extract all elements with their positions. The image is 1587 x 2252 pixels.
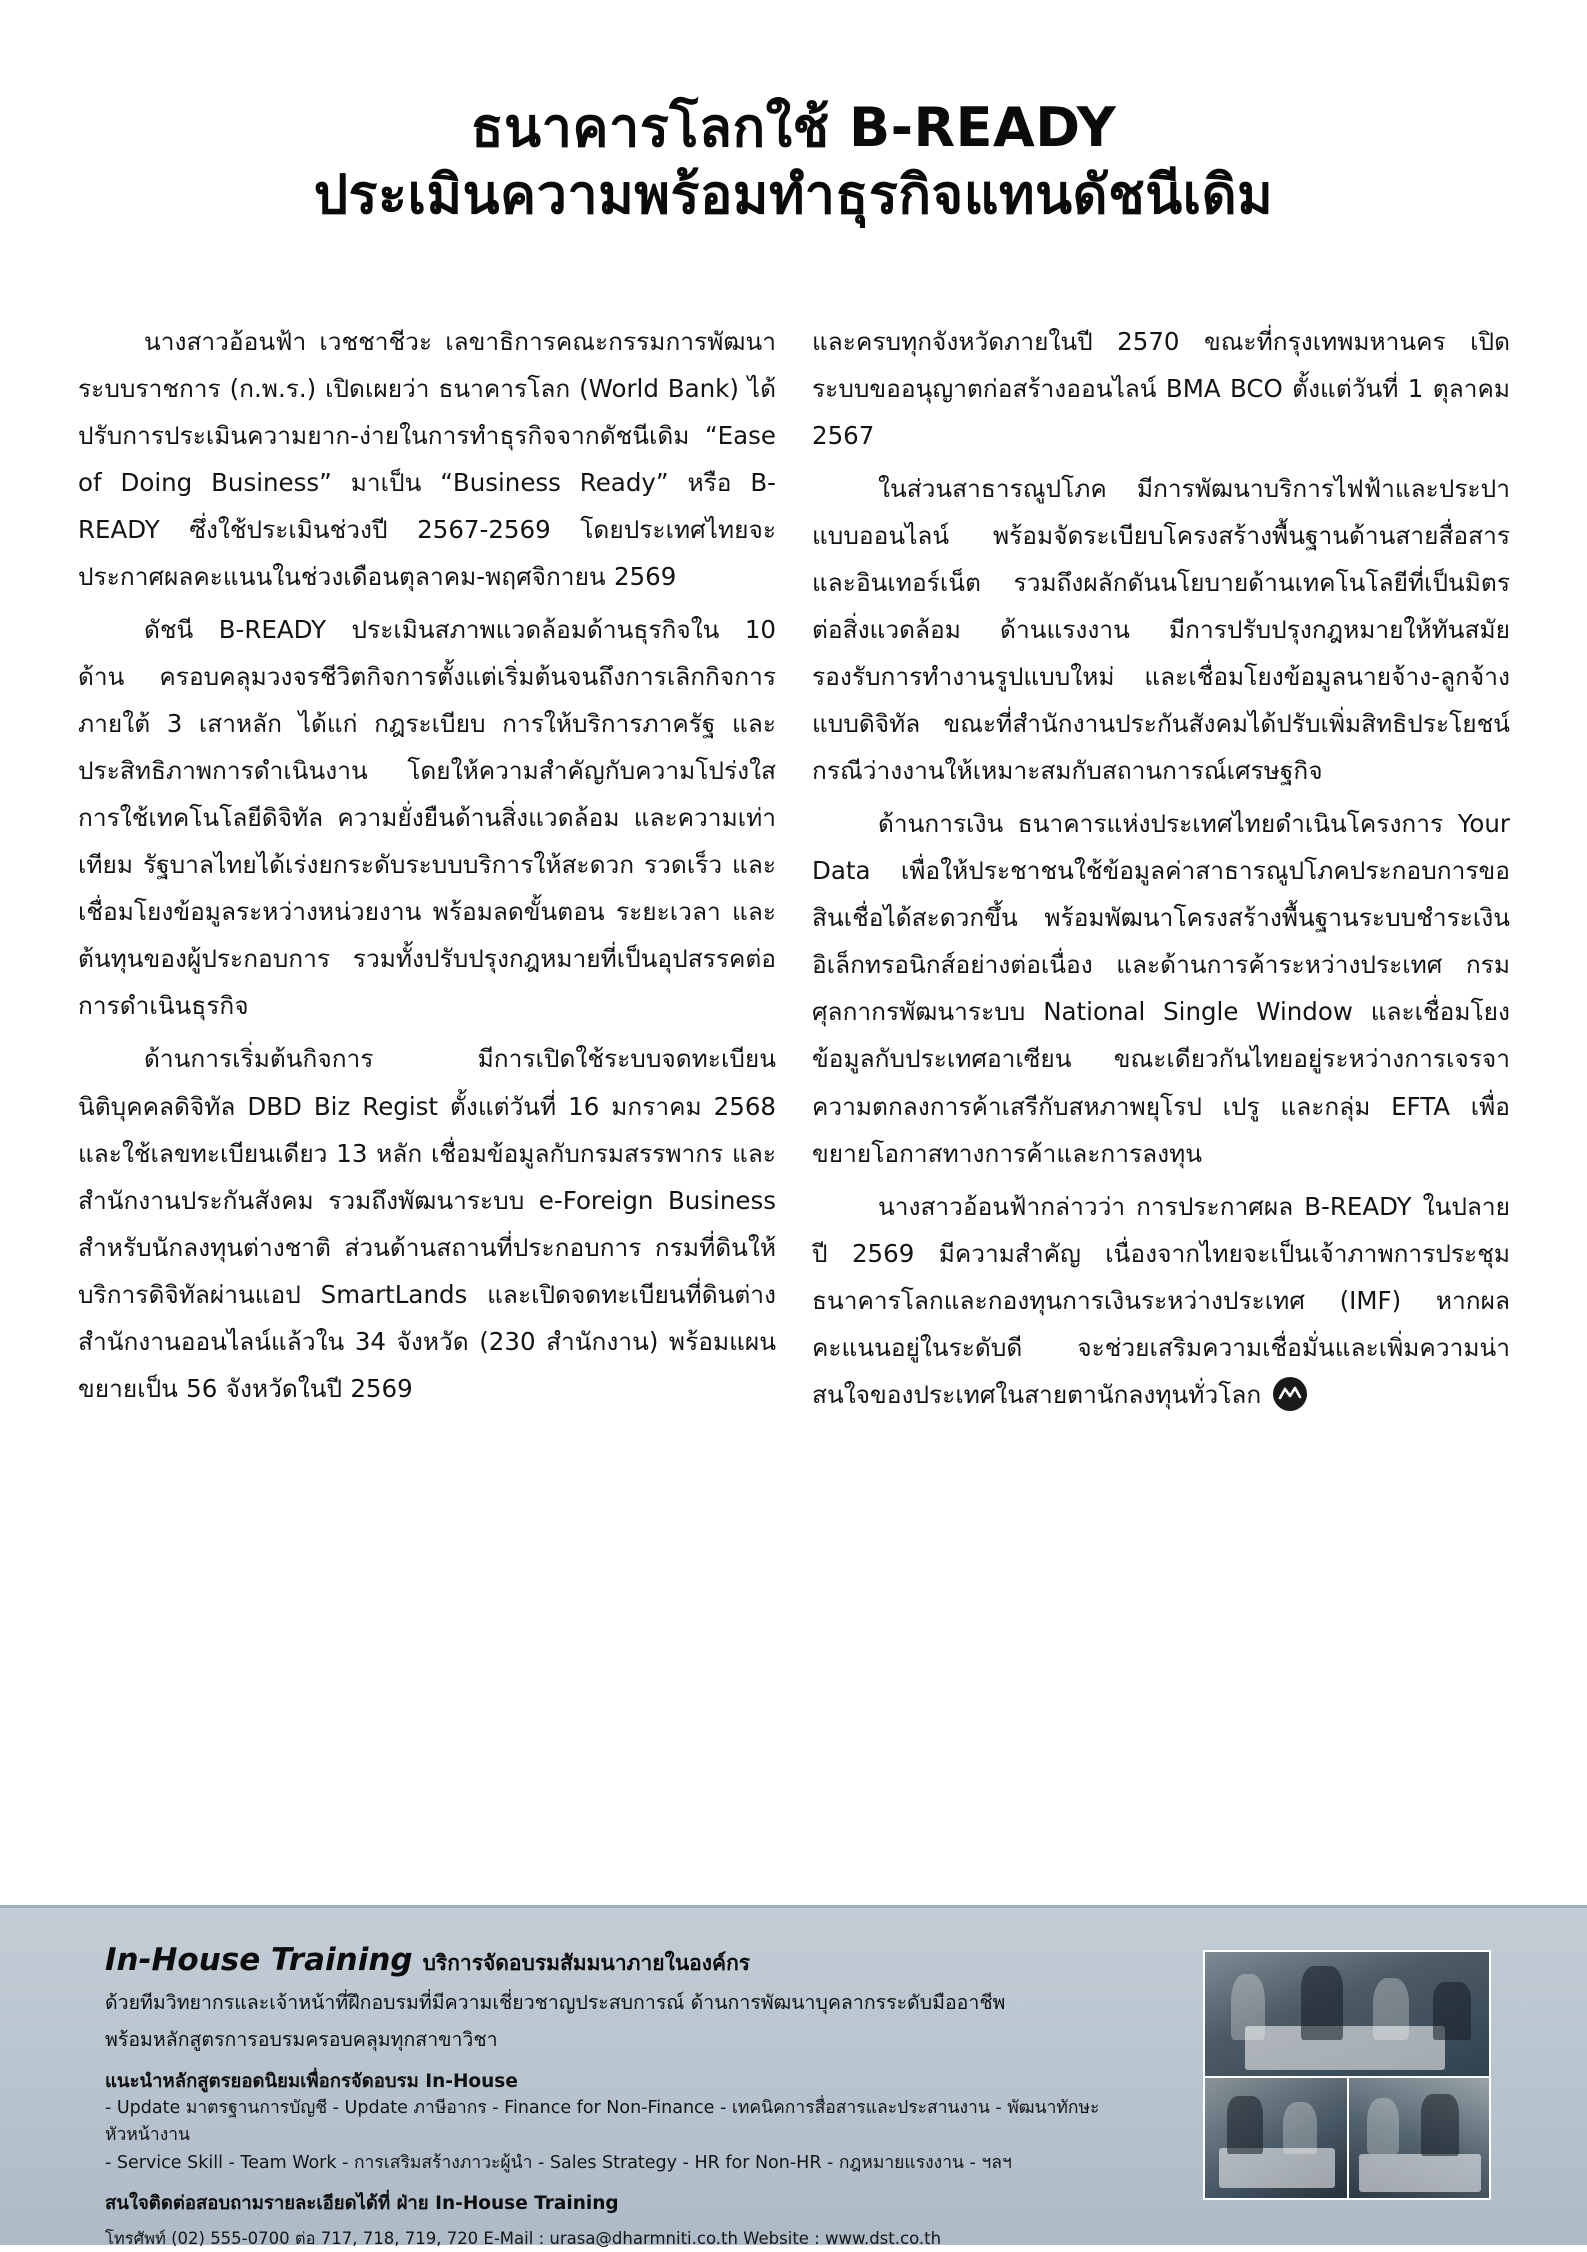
title-line-1: ธนาคารโลกใช้ B-READY: [470, 96, 1117, 159]
paragraph: นางสาวอ้อนฟ้า เวชชาชีวะ เลขาธิการคณะกรรมการพัฒนาระบบราชการ (ก.พ.ร.) เปิดเผยว่า ธนาคารโลก (World Bank) ได้ปรับการประเมินความยาก-ง่ายในการทำธุรกิจจากดัชนีเดิม “Ease of Doing Business” มาเป็น “Business Ready” หรือ B-READY ซึ่งใช้ประเมินช่วงปี 2567-2569 โดยประเทศไทยจะประกาศผลคะแนนในช่วงเดือนตุลาคม-พฤศจิกายน 2569: [78, 327, 776, 592]
paragraph-text: นางสาวอ้อนฟ้ากล่าวว่า การประกาศผล B-READY ในปลายปี 2569 มีความสำคัญ เนื่องจากไทยจะเป็นเจ้าภาพการประชุมธนาคารโลกและกองทุนการเงินระหว่างประเทศ (IMF) หากผลคะแนนอยู่ในระดับดี จะช่วยเสริมความเชื่อมั่นและเพิ่มความน่าสนใจของประเทศในสายตานักลงทุนทั่วโลก: [812, 1191, 1510, 1409]
ad-line-2: พร้อมหลักสูตรการอบรมครอบคลุมทุกสาขาวิชา: [105, 2028, 498, 2052]
paragraph: และครบทุกจังหวัดภายในปี 2570 ขณะที่กรุงเทพมหานคร เปิดระบบขออนุญาตก่อสร้างออนไลน์ BMA BCO ตั้งแต่วันที่ 1 ตุลาคม 2567: [812, 327, 1510, 451]
ad-course-list-item: - Update มาตรฐานการบัญชี - Update ภาษีอากร - Finance for Non-Finance - เทคนิคการสื่อสารและประสานงาน - พัฒนาทักษะหัวหน้างาน: [105, 2098, 1100, 2146]
ad-text-block: [105, 1942, 1105, 2252]
paragraph: ในส่วนสาธารณูปโภค มีการพัฒนาบริการไฟฟ้าและประปาแบบออนไลน์ พร้อมจัดระเบียบโครงสร้างพื้นฐานด้านสายสื่อสารและอินเทอร์เน็ต รวมถึงผลักดันนโยบายด้านเทคโนโลยีที่เป็นมิตรต่อสิ่งแวดล้อม ด้านแรงงาน มีการปรับปรุงกฎหมายให้ทันสมัยรองรับการทำงานรูปแบบใหม่ และเชื่อมโยงข้อมูลนายจ้าง-ลูกจ้างแบบดิจิทัล ขณะที่สำนักงานประกันสังคมได้ปรับเพิ่มสิทธิประโยชน์กรณีว่างงานให้เหมาะสมกับสถานการณ์เศรษฐกิจ: [812, 474, 1510, 786]
training-photo-3: [1347, 2076, 1491, 2200]
page-title: [0, 0, 1587, 229]
ad-contact-heading: สนใจติดต่อสอบถามรายละเอียดได้ที่ ฝ่าย In-House Training: [105, 2192, 619, 2214]
end-mark-icon: [1273, 1377, 1307, 1411]
paragraph-last: [812, 1183, 1510, 1418]
ad-course-list-item: - Service Skill - Team Work - การเสริมสร้างภาวะผู้นำ - Sales Strategy - HR for Non-HR - กฎหมายแรงงาน - ฯลฯ: [105, 2152, 1012, 2173]
ad-subtitle: บริการจัดอบรมสัมมนาภายในองค์กร: [422, 1951, 751, 1975]
in-house-training-ad: [0, 1905, 1587, 2248]
article-body: [78, 318, 1510, 1418]
ad-recommend-heading: แนะนำหลักสูตรยอดนิยมเพื่อกรจัดอบรม In-House: [105, 2070, 518, 2092]
paragraph: ด้านการเริ่มต้นกิจการ มีการเปิดใช้ระบบจดทะเบียนนิติบุคคลดิจิทัล DBD Biz Regist ตั้งแต่วันที่ 16 มกราคม 2568 และใช้เลขทะเบียนเดียว 13 หลัก เชื่อมข้อมูลกับกรมสรรพากร และสำนักงานประกันสังคม รวมถึงพัฒนาระบบ e-Foreign Business สำหรับนักลงทุนต่างชาติ ส่วนด้านสถานที่ประกอบการ กรมที่ดินให้บริการดิจิทัลผ่านแอป SmartLands และเปิดจดทะเบียนที่ดินต่างสำนักงานออนไลน์แล้วใน 34 จังหวัด (230 สำนักงาน) พร้อมแผนขยายเป็น 56 จังหวัดในปี 2569: [78, 1044, 776, 1403]
training-photo-1: [1203, 1950, 1491, 2078]
ad-photo-collage: [1203, 1950, 1491, 2200]
ad-line-1: ด้วยทีมวิทยากรและเจ้าหน้าที่ฝึกอบรมที่มีความเชี่ยวชาญประสบการณ์ ด้านการพัฒนาบุคลากรระดับมืออาชีพ: [105, 1991, 1006, 2014]
paragraph: ดัชนี B-READY ประเมินสภาพแวดล้อมด้านธุรกิจใน 10 ด้าน ครอบคลุมวงจรชีวิตกิจการตั้งแต่เริ่มต้นจนถึงการเลิกกิจการ ภายใต้ 3 เสาหลัก ได้แก่ กฎระเบียบ การให้บริการภาครัฐ และประสิทธิภาพการดำเนินงาน โดยให้ความสำคัญกับความโปร่งใส การใช้เทคโนโลยีดิจิทัล ความยั่งยืนด้านสิ่งแวดล้อม และความเท่าเทียม รัฐบาลไทยได้เร่งยกระดับระบบบริการให้สะดวก รวดเร็ว และเชื่อมโยงข้อมูลระหว่างหน่วยงาน พร้อมลดขั้นตอน ระยะเวลา และต้นทุนของผู้ประกอบการ รวมทั้งปรับปรุงกฎหมายที่เป็นอุปสรรคต่อการดำเนินธุรกิจ: [78, 615, 776, 1021]
paragraph: ด้านการเงิน ธนาคารแห่งประเทศไทยดำเนินโครงการ Your Data เพื่อให้ประชาชนใช้ข้อมูลค่าสาธารณูปโภคประกอบการขอสินเชื่อได้สะดวกขึ้น พร้อมพัฒนาโครงสร้างพื้นฐานระบบชำระเงินอิเล็กทรอนิกส์อย่างต่อเนื่อง และด้านการค้าระหว่างประเทศ กรมศุลกากรพัฒนาระบบ National Single Window และเชื่อมโยงข้อมูลกับประเทศอาเซียน ขณะเดียวกันไทยอยู่ระหว่างการเจรจาความตกลงการค้าเสรีกับสหภาพยุโรป เปรู และกลุ่ม EFTA เพื่อขยายโอกาสทางการค้าและการลงทุน: [812, 809, 1510, 1168]
right-column: [812, 318, 1510, 1418]
ad-heading: [105, 1942, 1105, 1980]
training-photo-2: [1203, 2076, 1349, 2200]
ad-phone-line[interactable]: โทรศัพท์ (02) 555-0700 ต่อ 717, 718, 719, 720 E-Mail : urasa@dharmniti.co.th Website : www.dst.co.th: [105, 2228, 942, 2248]
title-line-2: ประเมินความพร้อมทำธุรกิจแทนดัชนีเดิม: [313, 162, 1274, 226]
ad-title: In-House Training: [105, 1942, 413, 1978]
left-column: [78, 318, 776, 1418]
